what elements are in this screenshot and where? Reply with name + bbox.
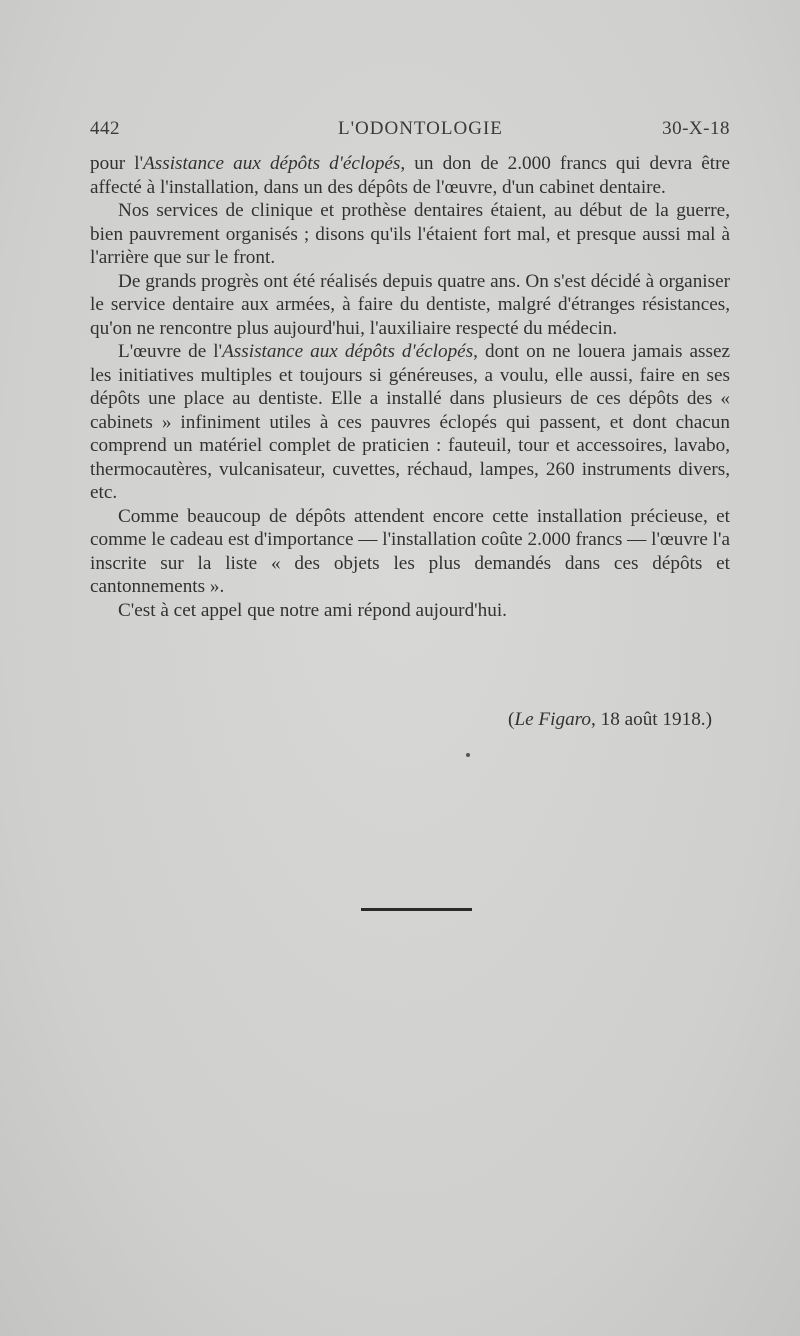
italic-title: Assistance aux dépôts d'éclopés	[143, 153, 401, 174]
citation-rest: , 18 août 1918.)	[591, 709, 712, 730]
ink-dot	[466, 753, 470, 757]
text-run: pour l'	[90, 153, 144, 174]
text-run: Nos services de clinique et prothèse dentaires étaient, au début de la guerre, bien pauvrement organisés ; disons qu'ils l'étaient fort mal, et presque aussi mal à l'arrière que sur le front.	[90, 200, 730, 268]
source-citation	[90, 709, 712, 731]
issue-date: 30-X-18	[662, 118, 730, 139]
journal-title: L'ODONTOLOGIE	[338, 118, 503, 139]
running-header	[90, 118, 730, 144]
text-run: De grands progrès ont été réalisés depuis quatre ans. On s'est décidé à organiser le service dentaire aux armées, à faire du dentiste, malgré d'étranges résistances, qu'on ne rencontre plus aujourd'hui, l'auxiliaire respecté du médecin.	[90, 270, 730, 339]
paragraph	[90, 340, 730, 505]
text-run: , un don de 2.000 francs qui devra être affecté à l'installation, dans un des dépôts de l'œuvre, d'un cabinet dentaire.	[90, 153, 730, 198]
page-number: 442	[90, 118, 120, 139]
text-run: , dont on ne louera jamais assez les initiatives multiples et toujours si généreuses, a voulu, elle aussi, faire en ses dépôts une place au dentiste. Elle a installé dans plusieurs de ces dépôts des « cabinets » infiniment utiles à ces pauvres éclopés qui passent, et dont chacun comprend un matériel complet de praticien : fauteuil, tour et accessoires, lavabo, thermocautères, vulcanisateur, cuvettes, réchaud, lampes, 260 instruments divers, etc.	[90, 341, 730, 503]
paragraph	[90, 599, 730, 623]
citation-source: Le Figaro	[514, 709, 592, 730]
article-body	[90, 152, 730, 622]
paragraph	[90, 199, 730, 270]
citation-open: (	[508, 709, 515, 730]
text-run: Comme beaucoup de dépôts attendent encore cette installation précieuse, et comme le cadeau est d'importance — l'installation coûte 2.000 francs — l'œuvre l'a inscrite sur la liste « des objets les plus demandés dans ces dépôts et cantonnements ».	[90, 505, 730, 597]
section-divider-rule	[361, 908, 472, 911]
text-run: C'est à cet appel que notre ami répond aujourd'hui.	[118, 599, 507, 621]
italic-title: Assistance aux dépôts d'éclopés	[222, 341, 474, 362]
paragraph	[90, 505, 730, 599]
paragraph	[90, 152, 730, 199]
text-run: L'œuvre de l'	[118, 341, 223, 362]
paragraph	[90, 270, 730, 341]
